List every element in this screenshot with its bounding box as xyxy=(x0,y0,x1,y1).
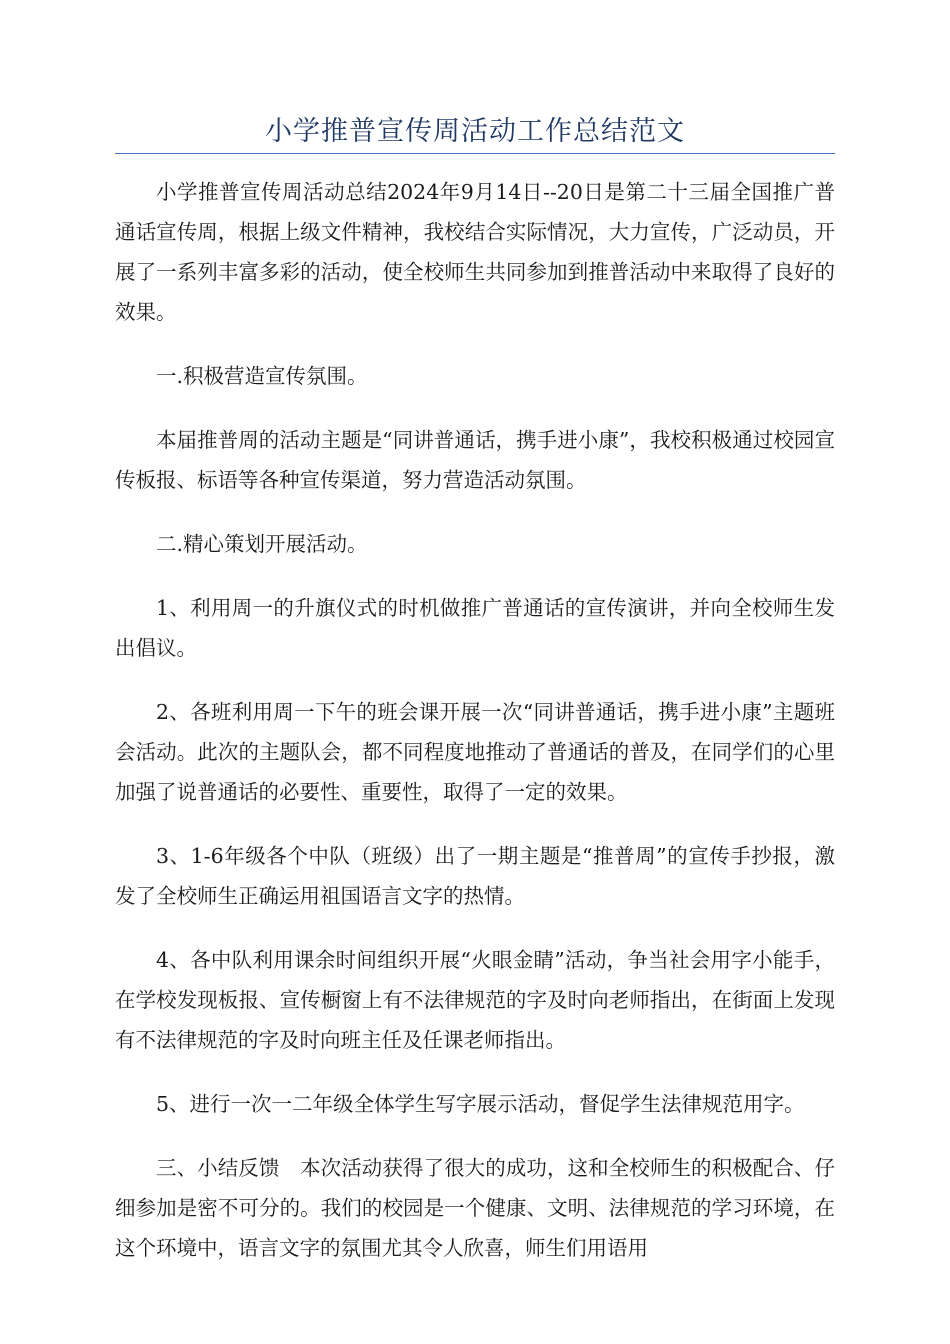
paragraph-theme: 本届推普周的活动主题是“同讲普通话，携手进小康”，我校积极通过校园宣传板报、标语等各种宣传渠道，努力营造活动氛围。 xyxy=(115,428,835,492)
list-item-1: 1、利用周一的升旗仪式的时机做推广普通话的宣传演讲，并向全校师生发出倡议。 xyxy=(115,596,835,660)
list-item-2: 2、各班利用周一下午的班会课开展一次“同讲普通话，携手进小康”主题班会活动。此次的主题队会，都不同程度地推动了普通话的普及，在同学们的心里加强了说普通话的必要性、重要性，取得了一定的效果。 xyxy=(115,700,835,804)
list-item-3: 3、1-6年级各个中队（班级）出了一期主题是“推普周”的宣传手抄报，激发了全校师生正确运用祖国语言文字的热情。 xyxy=(115,844,835,908)
section-heading-2: 二.精心策划开展活动。 xyxy=(156,532,368,556)
paragraph-summary: 三、小结反馈 本次活动获得了很大的成功，这和全校师生的积极配合、仔细参加是密不可分的。我们的校园是一个健康、文明、法律规范的学习环境，在这个环境中，语言文字的氛围尤其令人欣喜，师生们用语用 xyxy=(115,1156,835,1260)
document-title: 小学推普宣传周活动工作总结范文 xyxy=(265,116,685,147)
list-item-5: 5、进行一次一二年级全体学生写字展示活动，督促学生法律规范用字。 xyxy=(156,1092,805,1116)
document-body xyxy=(115,172,835,1292)
title-underline xyxy=(115,153,835,154)
list-item-4: 4、各中队利用课余时间组织开展“火眼金睛”活动，争当社会用字小能手，在学校发现板报、宣传橱窗上有不法律规范的字及时向老师指出，在街面上发现有不法律规范的字及时向班主任及任课老师指出。 xyxy=(115,948,835,1052)
section-heading-1: 一.积极营造宣传氛围。 xyxy=(156,364,368,388)
paragraph-intro: 小学推普宣传周活动总结2024年9月14日--20日是第二十三届全国推广普通话宣传周，根据上级文件精神，我校结合实际情况，大力宣传，广泛动员，开展了一系列丰富多彩的活动，使全校师生共同参加到推普活动中来取得了良好的效果。 xyxy=(115,180,835,324)
